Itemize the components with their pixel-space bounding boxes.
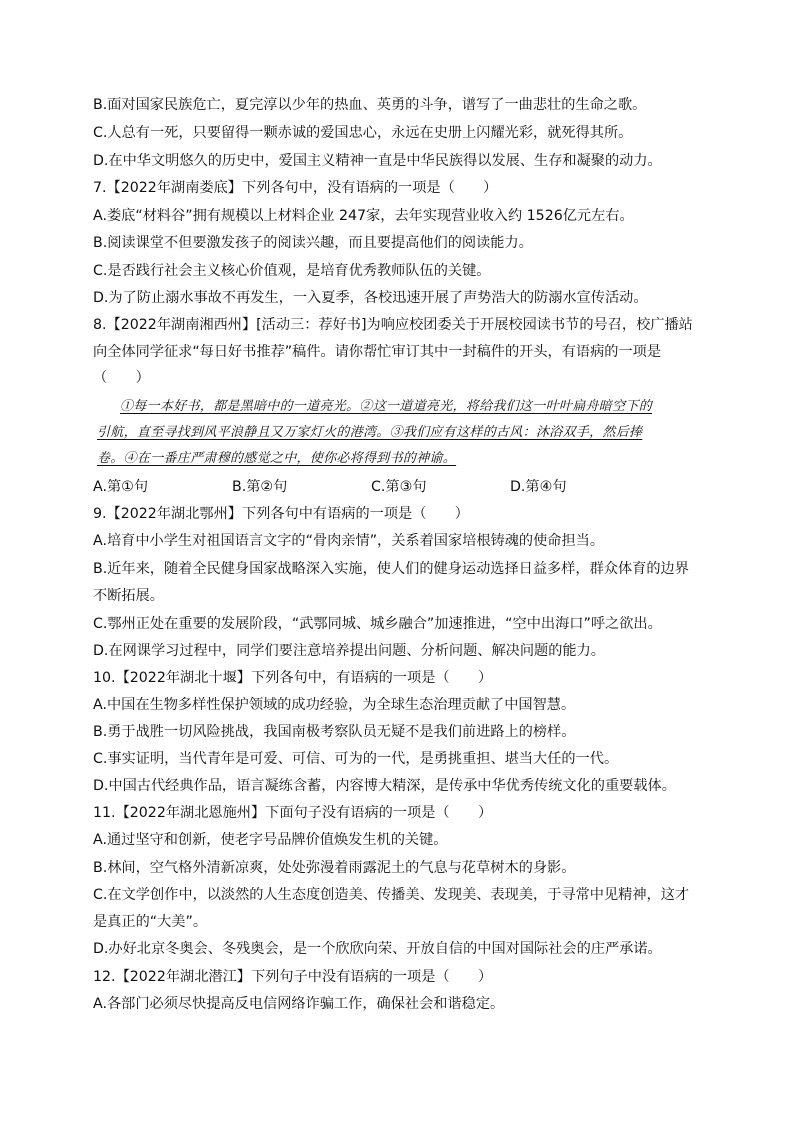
q9-stem: 9.【2022年湖北鄂州】下列各句中有语病的一项是（ ） <box>93 506 469 522</box>
q10-option-c: C.事实证明，当代青年是可爱、可信、可为的一代，是勇挑重担、堪当大任的一代。 <box>93 751 619 767</box>
q6-option-d: D.在中华文明悠久的历史中，爱国主义精神一直是中华民族得以发展、生存和凝聚的动力。 <box>93 153 662 169</box>
q12-stem: 12.【2022年湖北潜江】下列句子中没有语病的一项是（ ） <box>93 969 493 985</box>
q8-passage-line-2: 引航，直至寻找到风平浪静且又万家灯火的港湾。③我们应有这样的古风：沐浴双手，然后捧 <box>97 425 643 440</box>
q6-option-c: C.人总有一死，只要留得一颗赤诚的爱国忠心，永远在史册上闪耀光彩，就死得其所。 <box>93 125 633 141</box>
q9-option-b-cont: 不断拓展。 <box>93 588 164 604</box>
q9-option-b: B.近年来，随着全民健身国家战略深入实施，使人们的健身运动选择日益多样，群众体育的边界 <box>93 561 689 577</box>
q11-option-c-cont: 是真正的“大美”。 <box>93 914 208 930</box>
q7-option-b: B.阅读课堂不但要激发孩子的阅读兴趣，而且要提高他们的阅读能力。 <box>93 235 533 251</box>
q7-option-a: A.娄底“材料谷”拥有规模以上材料企业 247家，去年实现营业收入约 1526亿元左右。 <box>93 208 634 224</box>
q11-option-b: B.林间，空气格外清新凉爽，处处弥漫着雨露泥土的气息与花草树木的身影。 <box>93 860 576 876</box>
q8-passage-line-1: ①每一本好书，都是黑暗中的一道亮光。②这一道道亮光，将给我们这一叶叶扁舟暗空下的 <box>120 399 653 414</box>
q6-option-b: B.面对国家民族危亡，夏完淳以少年的热血、英勇的斗争，谱写了一曲悲壮的生命之歌。 <box>93 97 647 113</box>
q11-stem: 11.【2022年湖北恩施州】下面句子没有语病的一项是（ ） <box>93 805 493 821</box>
q8-option-c: C.第③句 <box>371 479 427 495</box>
q12-option-a: A.各部门必须尽快提高反电信网络诈骗工作，确保社会和谐稳定。 <box>93 996 505 1012</box>
q8-options <box>93 477 713 497</box>
q7-stem: 7.【2022年湖南娄底】下列各句中，没有语病的一项是（ ） <box>93 180 498 196</box>
q8-stem-line-1: 8.【2022年湖南湘西州】[活动三：荐好书]为响应校团委关于开展校园读书节的号召，校广播站 <box>93 317 693 333</box>
q11-option-a: A.通过坚守和创新，使老字号品牌价值焕发生机的关键。 <box>93 832 448 848</box>
q9-option-c: C.鄂州正处在重要的发展阶段，“武鄂同城、城乡融合”加速推进，“空中出海口”呼之欲出。 <box>93 616 662 632</box>
q8-passage-line-3: 卷。④在一番庄严肃穆的感觉之中，使你必将得到书的神谕。 <box>97 451 457 466</box>
q11-option-d: D.办好北京冬奥会、冬残奥会，是一个欣欣向荣、开放自信的中国对国际社会的庄严承诺。 <box>93 941 662 957</box>
q10-option-d: D.中国古代经典作品，语言凝练含蓄，内容博大精深，是传承中华优秀传统文化的重要载体。 <box>93 778 676 794</box>
q8-option-d: D.第④句 <box>510 479 567 495</box>
q8-stem-line-3: （ ） <box>93 370 150 386</box>
q9-option-d: D.在网课学习过程中，同学们要注意培养提出问题、分析问题、解决问题的能力。 <box>93 643 605 659</box>
q8-option-b: B.第②句 <box>232 479 288 495</box>
q7-option-d: D.为了防止溺水事故不再发生，一入夏季，各校迅速开展了声势浩大的防溺水宣传活动。 <box>93 290 648 306</box>
q10-option-b: B.勇于战胜一切风险挑战，我国南极考察队员无疑不是我们前进路上的榜样。 <box>93 724 576 740</box>
q10-option-a: A.中国在生物多样性保护领域的成功经验，为全球生态治理贡献了中国智慧。 <box>93 697 576 713</box>
q9-option-a: A.培育中小学生对祖国语言文字的“骨肉亲情”，关系着国家培根铸魂的使命担当。 <box>93 533 605 549</box>
q8-stem-line-2: 向全体同学征求“每日好书推荐”稿件。请你帮忙审订其中一封稿件的开头，有语病的一项是 <box>93 344 662 360</box>
q8-option-a: A.第①句 <box>93 479 149 495</box>
q11-option-c: C.在文学创作中，以淡然的人生态度创造美、传播美、发现美、表现美，于寻常中见精神，这才 <box>93 887 690 903</box>
q10-stem: 10.【2022年湖北十堰】下列各句中，有语病的一项是（ ） <box>93 670 493 686</box>
q7-option-c: C.是否践行社会主义核心价值观，是培育优秀教师队伍的关键。 <box>93 263 491 279</box>
